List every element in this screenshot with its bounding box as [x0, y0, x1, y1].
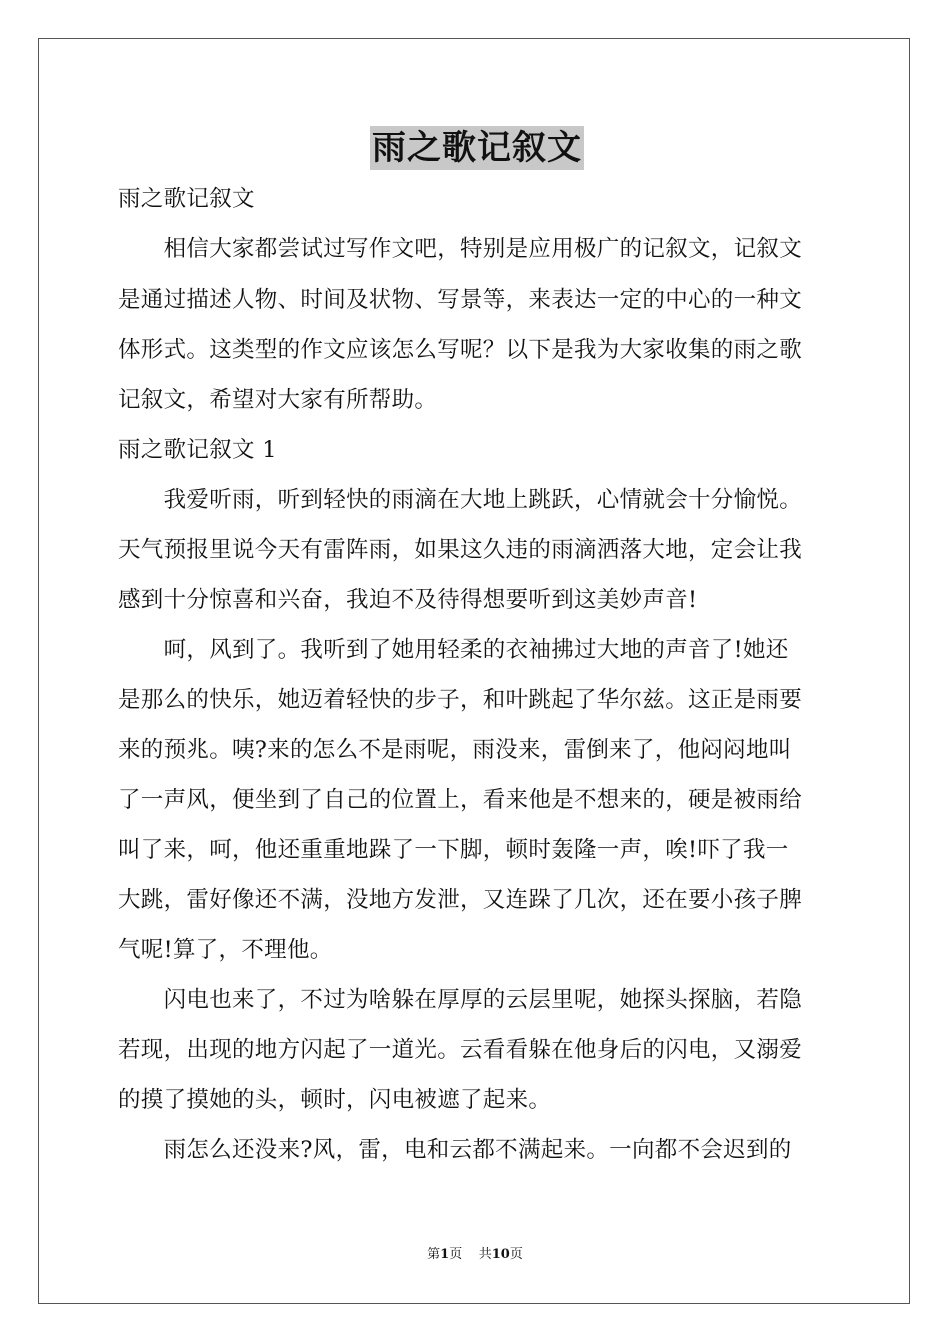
text-line: 是那么的快乐，她迈着轻快的步子，和叶跳起了华尔兹。这正是雨要 — [118, 687, 803, 713]
section-heading: 雨之歌记叙文 1 — [118, 437, 277, 463]
page-current: 1 — [440, 1247, 450, 1262]
page-unit: 页 — [449, 1247, 463, 1262]
text-line: 天气预报里说今天有雷阵雨，如果这久违的雨滴洒落大地，定会让我 — [118, 537, 803, 563]
page-total: 10 — [491, 1247, 510, 1262]
text-line: 记叙文，希望对大家有所帮助。 — [118, 387, 438, 413]
document-title: 雨之歌记叙文 — [372, 128, 582, 168]
text-line: 的摸了摸她的头，顿时，闪电被遮了起来。 — [118, 1087, 552, 1113]
text-line: 感到十分惊喜和兴奋，我迫不及待得想要听到这美妙声音! — [118, 587, 698, 613]
text-line: 了一声风，便坐到了自己的位置上，看来他是不想来的，硬是被雨给 — [118, 787, 803, 813]
text-line: 来的预兆。咦?来的怎么不是雨呢，雨没来，雷倒来了，他闷闷地叫 — [118, 737, 792, 763]
text-line: 相信大家都尝试过写作文吧，特别是应用极广的记叙文，记叙文 — [118, 236, 803, 262]
text-line: 是通过描述人物、时间及状物、写景等，来表达一定的中心的一种文 — [118, 287, 803, 313]
text-line: 大跳，雷好像还不满，没地方发泄，又连跺了几次，还在要小孩子脾 — [118, 887, 803, 913]
text-line: 呵，风到了。我听到了她用轻柔的衣袖拂过大地的声音了!她还 — [118, 637, 789, 663]
text-line: 叫了来，呵，他还重重地跺了一下脚，顿时轰隆一声，唉!吓了我一 — [118, 837, 789, 863]
text-line: 闪电也来了，不过为啥躲在厚厚的云层里呢，她探头探脑，若隐 — [118, 987, 803, 1013]
page-footer — [0, 1246, 950, 1264]
total-unit: 页 — [509, 1247, 523, 1262]
text-line: 体形式。这类型的作文应该怎么写呢？以下是我为大家收集的雨之歌 — [118, 337, 803, 363]
text-line: 气呢!算了，不理他。 — [118, 937, 333, 963]
text-line: 雨之歌记叙文 — [118, 186, 255, 212]
text-line: 雨怎么还没来?风，雷，电和云都不满起来。一向都不会迟到的 — [118, 1137, 792, 1163]
total-prefix: 共 — [478, 1247, 492, 1262]
text-line: 若现，出现的地方闪起了一道光。云看看躲在他身后的闪电，又溺爱 — [118, 1037, 803, 1063]
title-container — [118, 126, 836, 170]
page-prefix: 第 — [427, 1247, 441, 1262]
text-line: 我爱听雨，听到轻快的雨滴在大地上跳跃，心情就会十分愉悦。 — [118, 487, 803, 513]
